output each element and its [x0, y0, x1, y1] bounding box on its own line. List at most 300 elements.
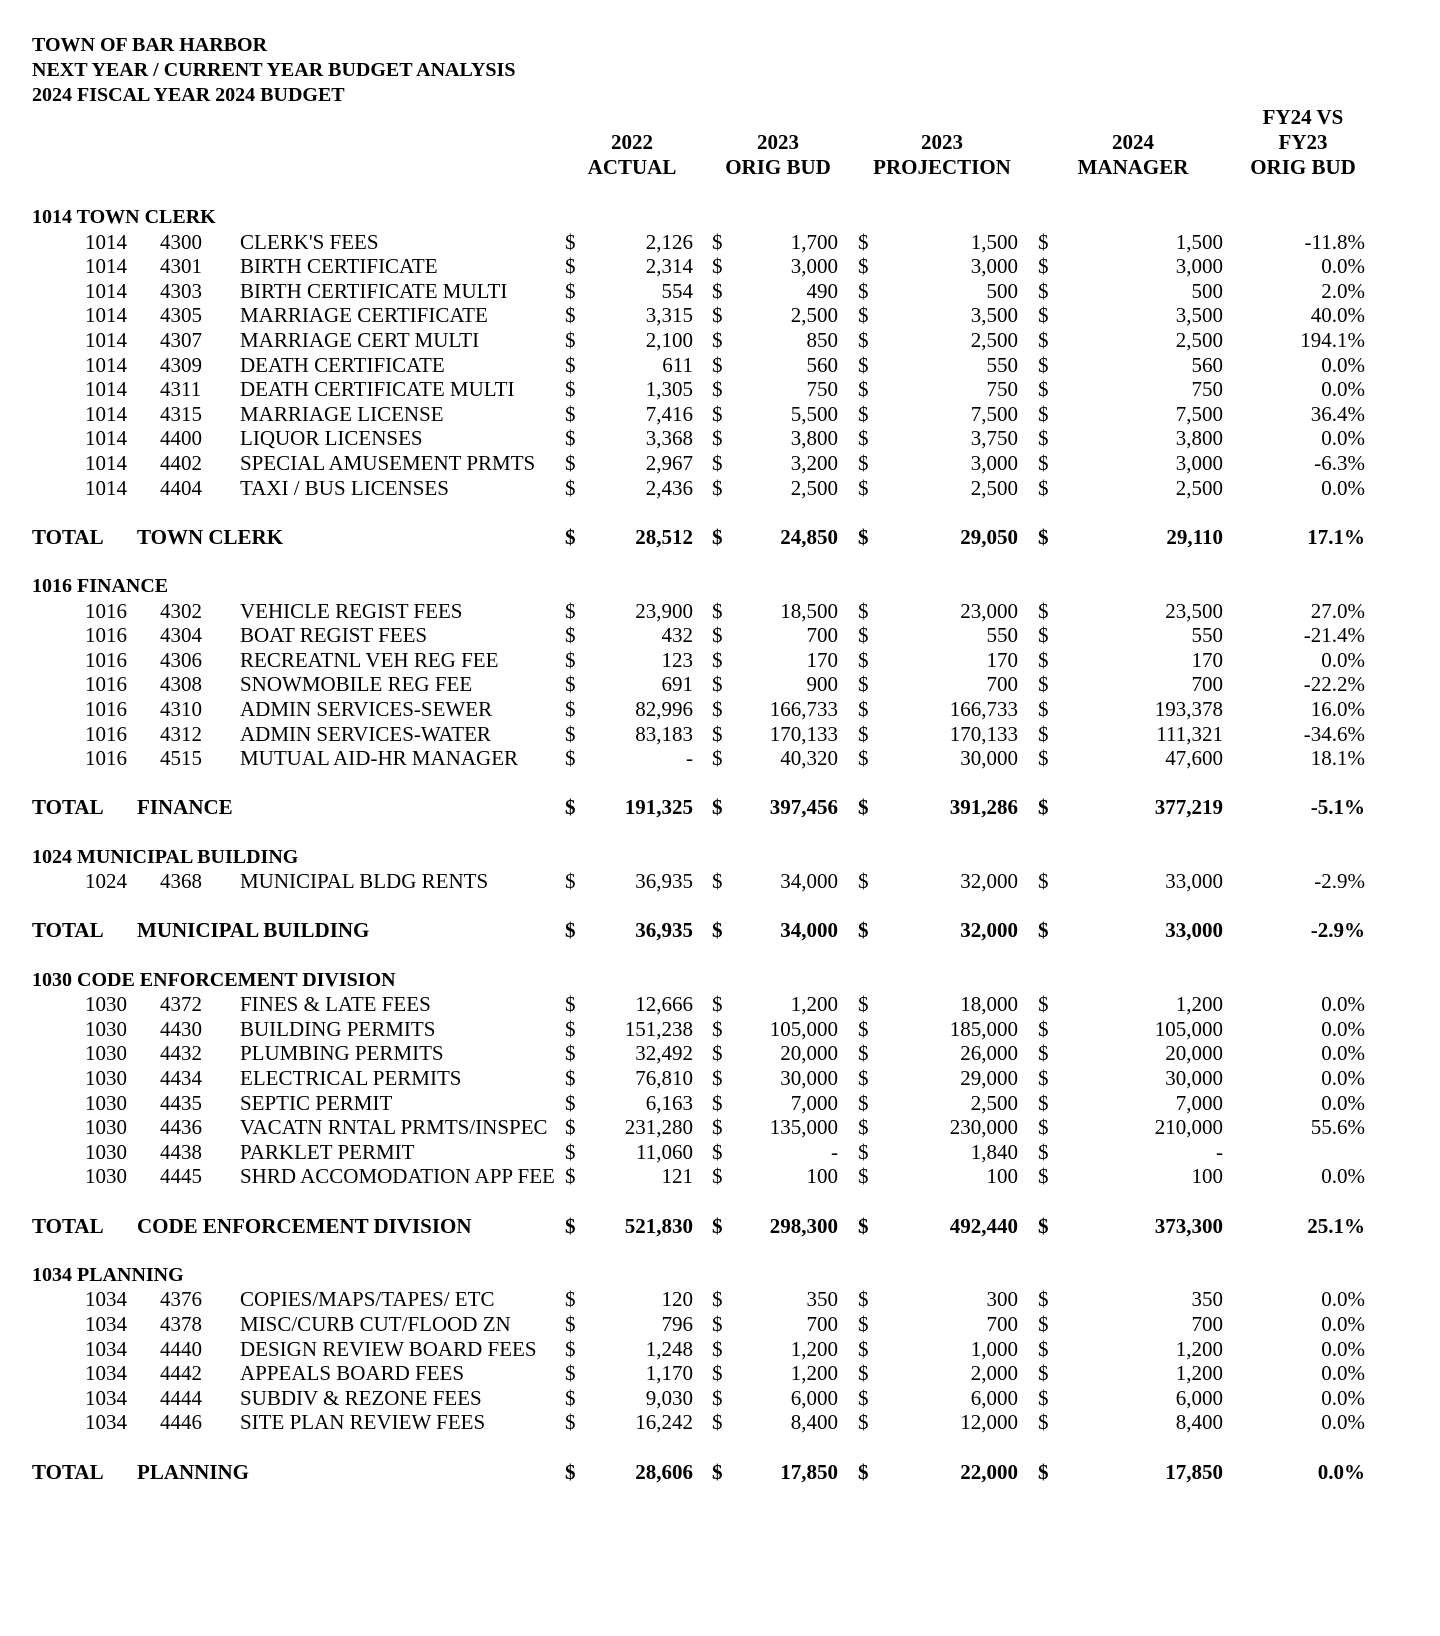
dept-code: 1014 — [85, 328, 127, 352]
currency-symbol: $ — [858, 647, 869, 672]
account-code: 4430 — [160, 1016, 202, 1041]
line-description: ADMIN SERVICES-SEWER — [240, 697, 493, 721]
value-2024-manager: 170 — [1191, 647, 1223, 672]
value-percent-change: 2.0% — [1321, 278, 1365, 303]
currency-symbol: $ — [1038, 524, 1049, 549]
value-2022-actual: 151,238 — [624, 1016, 693, 1041]
currency-symbol: $ — [712, 524, 723, 549]
currency-symbol: $ — [565, 869, 576, 894]
value-2024-manager: 700 — [1191, 672, 1223, 697]
table-row — [0, 1016, 1440, 1042]
currency-symbol: $ — [1038, 303, 1049, 328]
dept-code: 1014 — [85, 229, 127, 254]
value-2022-actual: 23,900 — [635, 598, 693, 623]
column-header: PROJECTION — [873, 155, 1011, 179]
currency-symbol: $ — [712, 1287, 723, 1312]
value-2023-orig-bud: 6,000 — [790, 1385, 838, 1410]
currency-symbol: $ — [712, 1361, 723, 1386]
total-name: FINANCE — [137, 795, 233, 820]
currency-symbol: $ — [565, 1139, 576, 1164]
total-label: TOTAL — [32, 918, 104, 943]
line-description: SEPTIC PERMIT — [240, 1090, 393, 1115]
table-row — [0, 1311, 1440, 1337]
currency-symbol: $ — [1038, 1336, 1049, 1361]
currency-symbol: $ — [1038, 1164, 1049, 1189]
column-header: ORIG BUD — [725, 155, 831, 179]
dept-code: 1014 — [85, 475, 127, 500]
value-2023-projection: 26,000 — [960, 1041, 1018, 1066]
value-percent-change: 55.6% — [1310, 1115, 1365, 1140]
dept-code: 1030 — [85, 992, 127, 1017]
value-percent-change: 36.4% — [1310, 401, 1365, 426]
currency-symbol: $ — [858, 426, 869, 451]
line-description: FINES & LATE FEES — [240, 992, 431, 1017]
table-row — [0, 278, 1440, 304]
dept-code: 1024 — [85, 869, 127, 894]
currency-symbol: $ — [712, 1016, 723, 1041]
currency-symbol: $ — [1038, 1410, 1049, 1435]
value-2023-orig-bud: 3,000 — [790, 254, 838, 279]
value-percent-change: 0.0% — [1321, 992, 1365, 1017]
currency-symbol: $ — [712, 598, 723, 623]
currency-symbol: $ — [712, 1410, 723, 1435]
value-2022-actual: 1,170 — [645, 1361, 693, 1386]
value-2022-actual: 120 — [661, 1287, 693, 1312]
table-row — [0, 475, 1440, 501]
currency-symbol: $ — [565, 721, 576, 746]
value-2023-orig-bud: 7,000 — [790, 1090, 838, 1115]
value-2023-orig-bud: 2,500 — [790, 303, 838, 328]
value-2023-projection: 30,000 — [960, 746, 1018, 771]
currency-symbol: $ — [1038, 1312, 1049, 1336]
value-2022-actual: 11,060 — [636, 1139, 693, 1164]
value-percent-change: 18.1% — [1310, 746, 1365, 771]
dept-code: 1030 — [85, 1066, 127, 1090]
table-row — [0, 1139, 1440, 1165]
currency-symbol: $ — [1038, 1139, 1049, 1164]
value-2022-actual: 231,280 — [624, 1115, 693, 1140]
dept-code: 1014 — [85, 303, 127, 328]
total-row — [0, 524, 1440, 550]
line-description: MARRIAGE LICENSE — [240, 401, 444, 426]
currency-symbol: $ — [712, 869, 723, 894]
value-2023-projection: 3,000 — [970, 254, 1018, 279]
total-2024-manager: 29,110 — [1166, 524, 1223, 549]
table-row — [0, 401, 1440, 427]
value-2024-manager: 210,000 — [1154, 1115, 1223, 1140]
table-row — [0, 1409, 1440, 1435]
value-2022-actual: 796 — [661, 1312, 693, 1336]
value-2023-projection: 550 — [986, 352, 1018, 377]
line-description: BUILDING PERMITS — [240, 1016, 436, 1041]
currency-symbol: $ — [565, 426, 576, 451]
currency-symbol: $ — [565, 647, 576, 672]
value-2024-manager: 1,200 — [1175, 1336, 1223, 1361]
currency-symbol: $ — [858, 1090, 869, 1115]
currency-symbol: $ — [712, 1213, 723, 1238]
total-name: TOWN CLERK — [137, 524, 284, 549]
currency-symbol: $ — [858, 746, 869, 771]
dept-code: 1034 — [85, 1385, 127, 1410]
dept-code: 1030 — [85, 1139, 127, 1164]
currency-symbol: $ — [712, 278, 723, 303]
value-2023-projection: 29,000 — [960, 1066, 1018, 1090]
column-header: FY24 VS — [1262, 105, 1344, 129]
value-2023-orig-bud: 490 — [806, 278, 838, 303]
table-row — [0, 1065, 1440, 1091]
currency-symbol: $ — [712, 1066, 723, 1090]
line-description: SPECIAL AMUSEMENT PRMTS — [240, 451, 536, 475]
value-2023-orig-bud: 20,000 — [780, 1041, 838, 1066]
table-row — [0, 302, 1440, 328]
currency-symbol: $ — [712, 229, 723, 254]
total-label: TOTAL — [32, 524, 104, 549]
value-percent-change: 0.0% — [1321, 1385, 1365, 1410]
table-row — [0, 1040, 1440, 1066]
line-description: DEATH CERTIFICATE MULTI — [240, 377, 515, 402]
currency-symbol: $ — [858, 721, 869, 746]
currency-symbol: $ — [712, 672, 723, 697]
value-2022-actual: 611 — [662, 352, 693, 377]
line-description: TAXI / BUS LICENSES — [240, 475, 449, 500]
currency-symbol: $ — [1038, 1115, 1049, 1140]
currency-symbol: $ — [1038, 426, 1049, 451]
value-2024-manager: 2,500 — [1175, 475, 1223, 500]
account-code: 4400 — [160, 426, 202, 451]
value-2023-projection: 1,500 — [970, 229, 1018, 254]
currency-symbol: $ — [1038, 352, 1049, 377]
account-code: 4372 — [160, 992, 202, 1017]
value-2024-manager: 100 — [1191, 1164, 1223, 1189]
currency-symbol: $ — [858, 1385, 869, 1410]
value-2022-actual: 82,996 — [635, 697, 693, 721]
dept-code: 1016 — [85, 721, 127, 746]
currency-symbol: $ — [565, 475, 576, 500]
currency-symbol: $ — [565, 1115, 576, 1140]
currency-symbol: $ — [712, 475, 723, 500]
line-description: VEHICLE REGIST FEES — [240, 598, 463, 623]
currency-symbol: $ — [712, 1115, 723, 1140]
value-percent-change: 0.0% — [1321, 1066, 1365, 1090]
currency-symbol: $ — [858, 1115, 869, 1140]
value-2022-actual: 2,436 — [645, 475, 693, 500]
currency-symbol: $ — [858, 697, 869, 721]
total-2024-manager: 17,850 — [1165, 1459, 1223, 1484]
currency-symbol: $ — [712, 377, 723, 402]
account-code: 4311 — [160, 377, 202, 402]
value-2024-manager: 3,500 — [1175, 303, 1223, 328]
value-2022-actual: 2,314 — [645, 254, 693, 279]
total-2022-actual: 28,512 — [635, 524, 693, 549]
total-2023-projection: 29,050 — [960, 524, 1018, 549]
value-2023-orig-bud: 2,500 — [790, 475, 838, 500]
table-row — [0, 450, 1440, 476]
currency-symbol: $ — [712, 254, 723, 279]
currency-symbol: $ — [858, 377, 869, 402]
section-heading: 1014 TOWN CLERK — [32, 206, 216, 228]
value-percent-change: -2.9% — [1314, 869, 1365, 894]
currency-symbol: $ — [858, 1287, 869, 1312]
line-description: VACATN RNTAL PRMTS/INSPEC — [240, 1115, 548, 1140]
currency-symbol: $ — [565, 598, 576, 623]
document-title-line: TOWN OF BAR HARBOR — [32, 34, 268, 56]
line-description: SITE PLAN REVIEW FEES — [240, 1410, 486, 1435]
dept-code: 1030 — [85, 1090, 127, 1115]
value-2023-projection: 2,500 — [970, 328, 1018, 352]
account-code: 4404 — [160, 475, 202, 500]
total-name: MUNICIPAL BUILDING — [137, 918, 370, 943]
currency-symbol: $ — [712, 1139, 723, 1164]
value-2023-projection: 185,000 — [949, 1016, 1018, 1041]
currency-symbol: $ — [712, 1164, 723, 1189]
currency-symbol: $ — [712, 451, 723, 475]
value-2022-actual: 12,666 — [635, 992, 693, 1017]
account-code: 4445 — [160, 1164, 202, 1189]
table-row — [0, 721, 1440, 747]
dept-code: 1016 — [85, 647, 127, 672]
value-2022-actual: 432 — [661, 623, 693, 648]
account-code: 4444 — [160, 1385, 202, 1410]
total-percent-change: -5.1% — [1310, 795, 1365, 820]
currency-symbol: $ — [712, 1041, 723, 1066]
line-description: MUTUAL AID-HR MANAGER — [240, 746, 519, 771]
currency-symbol: $ — [858, 1336, 869, 1361]
table-row — [0, 1163, 1440, 1189]
value-2024-manager: 33,000 — [1165, 869, 1223, 894]
account-code: 4440 — [160, 1336, 202, 1361]
total-2023-orig-bud: 34,000 — [780, 918, 838, 943]
account-code: 4304 — [160, 623, 202, 648]
currency-symbol: $ — [565, 278, 576, 303]
value-percent-change: 16.0% — [1310, 697, 1365, 721]
total-2024-manager: 373,300 — [1154, 1213, 1223, 1238]
line-description: SNOWMOBILE REG FEE — [240, 672, 473, 697]
account-code: 4438 — [160, 1139, 202, 1164]
value-percent-change: 194.1% — [1300, 328, 1365, 352]
value-percent-change: 40.0% — [1310, 303, 1365, 328]
value-2023-projection: 550 — [986, 623, 1018, 648]
dept-code: 1030 — [85, 1115, 127, 1140]
column-header: ORIG BUD — [1250, 155, 1356, 179]
total-percent-change: 17.1% — [1307, 524, 1365, 549]
currency-symbol: $ — [858, 229, 869, 254]
currency-symbol: $ — [1038, 278, 1049, 303]
value-2022-actual: - — [686, 746, 693, 771]
value-2023-orig-bud: 105,000 — [769, 1016, 838, 1041]
account-code: 4378 — [160, 1312, 202, 1336]
value-2023-projection: 230,000 — [949, 1115, 1018, 1140]
value-2023-orig-bud: 3,800 — [790, 426, 838, 451]
currency-symbol: $ — [712, 992, 723, 1017]
currency-symbol: $ — [565, 352, 576, 377]
section-heading: 1034 PLANNING — [32, 1263, 184, 1286]
currency-symbol: $ — [1038, 697, 1049, 721]
value-2023-orig-bud: 40,320 — [780, 746, 838, 771]
account-code: 4446 — [160, 1410, 202, 1435]
currency-symbol: $ — [858, 401, 869, 426]
total-row — [0, 917, 1440, 943]
table-row — [0, 425, 1440, 451]
currency-symbol: $ — [565, 1459, 576, 1484]
value-2022-actual: 2,100 — [645, 328, 693, 352]
currency-symbol: $ — [1038, 328, 1049, 352]
currency-symbol: $ — [858, 869, 869, 894]
currency-symbol: $ — [712, 1459, 723, 1484]
currency-symbol: $ — [858, 303, 869, 328]
currency-symbol: $ — [565, 992, 576, 1017]
currency-symbol: $ — [858, 623, 869, 648]
total-percent-change: 0.0% — [1317, 1459, 1365, 1484]
currency-symbol: $ — [858, 992, 869, 1017]
value-2022-actual: 2,967 — [645, 451, 693, 475]
currency-symbol: $ — [1038, 1090, 1049, 1115]
dept-code: 1014 — [85, 401, 127, 426]
value-percent-change: 0.0% — [1321, 1041, 1365, 1066]
value-2023-orig-bud: 900 — [806, 672, 838, 697]
line-description: SHRD ACCOMODATION APP FEE — [240, 1164, 555, 1189]
section-heading: 1016 FINANCE — [32, 575, 169, 597]
table-row — [0, 696, 1440, 722]
table-row — [0, 1360, 1440, 1386]
currency-symbol: $ — [1038, 475, 1049, 500]
currency-symbol: $ — [565, 795, 576, 820]
currency-symbol: $ — [858, 1312, 869, 1336]
account-code: 4302 — [160, 598, 202, 623]
account-code: 4307 — [160, 328, 202, 352]
currency-symbol: $ — [712, 1336, 723, 1361]
value-2023-projection: 12,000 — [960, 1410, 1018, 1435]
value-2023-orig-bud: 8,400 — [790, 1410, 838, 1435]
value-2022-actual: 691 — [661, 672, 693, 697]
value-2023-orig-bud: 1,200 — [790, 992, 838, 1017]
value-2023-orig-bud: - — [831, 1139, 838, 1164]
currency-symbol: $ — [858, 1139, 869, 1164]
table-row — [0, 745, 1440, 771]
currency-symbol: $ — [565, 746, 576, 771]
line-description: MARRIAGE CERTIFICATE — [240, 303, 488, 328]
column-header: FY23 — [1278, 130, 1328, 154]
currency-symbol: $ — [565, 1016, 576, 1041]
value-percent-change: 0.0% — [1321, 1336, 1365, 1361]
account-code: 4368 — [160, 869, 202, 894]
value-2023-projection: 3,750 — [970, 426, 1018, 451]
value-2023-orig-bud: 34,000 — [780, 869, 838, 894]
total-2023-projection: 492,440 — [949, 1213, 1018, 1238]
line-description: BOAT REGIST FEES — [240, 623, 428, 648]
currency-symbol: $ — [712, 401, 723, 426]
column-header: 2022 — [611, 130, 653, 154]
total-2022-actual: 28,606 — [635, 1459, 693, 1484]
currency-symbol: $ — [858, 795, 869, 820]
value-2023-orig-bud: 30,000 — [780, 1066, 838, 1090]
value-2023-projection: 2,000 — [970, 1361, 1018, 1386]
value-2022-actual: 16,242 — [635, 1410, 693, 1435]
value-percent-change: 0.0% — [1321, 647, 1365, 672]
value-2023-orig-bud: 166,733 — [769, 697, 838, 721]
value-2023-projection: 300 — [986, 1287, 1018, 1312]
dept-code: 1034 — [85, 1312, 127, 1336]
currency-symbol: $ — [565, 377, 576, 402]
value-2023-projection: 100 — [986, 1164, 1018, 1189]
value-2022-actual: 3,368 — [645, 426, 693, 451]
value-2024-manager: 1,200 — [1175, 992, 1223, 1017]
value-2024-manager: 1,500 — [1175, 229, 1223, 254]
total-name: PLANNING — [137, 1459, 250, 1484]
currency-symbol: $ — [858, 278, 869, 303]
account-code: 4300 — [160, 229, 202, 254]
value-percent-change: -6.3% — [1314, 451, 1365, 475]
currency-symbol: $ — [1038, 918, 1049, 943]
currency-symbol: $ — [565, 401, 576, 426]
currency-symbol: $ — [565, 1336, 576, 1361]
total-percent-change: -2.9% — [1310, 918, 1365, 943]
total-2022-actual: 36,935 — [635, 918, 693, 943]
account-code: 4436 — [160, 1115, 202, 1140]
value-2023-projection: 1,000 — [970, 1336, 1018, 1361]
value-2023-projection: 2,500 — [970, 1090, 1018, 1115]
currency-symbol: $ — [565, 1066, 576, 1090]
value-2024-manager: 700 — [1191, 1312, 1223, 1336]
currency-symbol: $ — [712, 303, 723, 328]
value-2024-manager: 550 — [1191, 623, 1223, 648]
currency-symbol: $ — [565, 1041, 576, 1066]
dept-code: 1016 — [85, 672, 127, 697]
account-code: 4434 — [160, 1066, 202, 1090]
line-description: MUNICIPAL BLDG RENTS — [240, 869, 489, 894]
currency-symbol: $ — [1038, 1459, 1049, 1484]
value-percent-change: -11.8% — [1304, 229, 1365, 254]
value-2024-manager: - — [1216, 1139, 1223, 1164]
table-row — [0, 598, 1440, 624]
currency-symbol: $ — [565, 1361, 576, 1386]
value-2023-projection: 500 — [986, 278, 1018, 303]
currency-symbol: $ — [712, 352, 723, 377]
currency-symbol: $ — [1038, 869, 1049, 894]
total-label: TOTAL — [32, 1459, 104, 1484]
account-code: 4312 — [160, 721, 202, 746]
value-percent-change: 0.0% — [1321, 1287, 1365, 1312]
account-code: 4435 — [160, 1090, 202, 1115]
currency-symbol: $ — [565, 1287, 576, 1312]
table-row — [0, 327, 1440, 353]
currency-symbol: $ — [712, 721, 723, 746]
currency-symbol: $ — [858, 1164, 869, 1189]
line-description: ADMIN SERVICES-WATER — [240, 721, 491, 746]
section-heading: 1030 CODE ENFORCEMENT DIVISION — [32, 968, 396, 991]
value-2023-projection: 1,840 — [970, 1139, 1018, 1164]
value-2023-orig-bud: 850 — [806, 328, 838, 352]
currency-symbol: $ — [1038, 377, 1049, 402]
value-2024-manager: 23,500 — [1165, 598, 1223, 623]
value-2023-orig-bud: 5,500 — [790, 401, 838, 426]
table-row — [0, 352, 1440, 378]
value-percent-change: -21.4% — [1303, 623, 1365, 648]
table-row — [0, 1114, 1440, 1140]
value-2023-projection: 32,000 — [960, 869, 1018, 894]
total-row — [0, 794, 1440, 820]
dept-code: 1014 — [85, 377, 127, 402]
value-2022-actual: 1,248 — [645, 1336, 693, 1361]
currency-symbol: $ — [565, 451, 576, 475]
currency-symbol: $ — [565, 1164, 576, 1189]
currency-symbol: $ — [565, 1090, 576, 1115]
value-2024-manager: 1,200 — [1175, 1361, 1223, 1386]
table-row — [0, 1336, 1440, 1362]
value-percent-change: 27.0% — [1310, 598, 1365, 623]
column-header: MANAGER — [1077, 155, 1189, 179]
line-description: DESIGN REVIEW BOARD FEES — [240, 1336, 537, 1361]
value-percent-change: 0.0% — [1321, 426, 1365, 451]
